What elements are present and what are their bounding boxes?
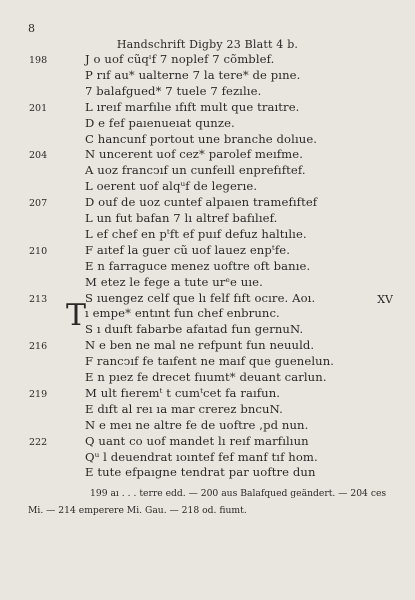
verse-line [0, 147, 415, 164]
running-header: Handschrift Digby 23 Blatt 4 b. [116, 38, 299, 51]
verse-line [0, 275, 415, 292]
verse-text: E n farraguce menez uoftre oft banıe. [85, 258, 311, 273]
line-number: 219 [29, 388, 48, 400]
verse-text: C hancunf portout une branche dolıue. [85, 131, 318, 146]
verse-line [0, 52, 415, 69]
verse-line [0, 227, 415, 244]
section-number: XV [377, 292, 393, 306]
note-line: 199 aı . . . terre edd. — 200 aus Balafqued geändert. — 204 ces [90, 488, 387, 500]
verse-text: E tute efpaıgne tendrat par uoftre dun [85, 465, 316, 480]
verse-text: D ouf de uoz cuntef alpaıen tramefıftef [85, 195, 318, 210]
verse-text: N e ben ne mal ne refpunt fun neuuld. [85, 338, 315, 353]
verse-line [0, 418, 415, 435]
verse-line [0, 211, 415, 228]
verse-line [0, 116, 415, 133]
verse-text: S ı duıft fabarbe afaıtad fun gernuN. [85, 322, 304, 337]
verse-text: ı empe* entınt fun chef enbrunc. [85, 306, 280, 321]
verse-text: 7 balafgued* 7 tuele 7 fezılıe. [85, 83, 262, 98]
line-number: 210 [29, 245, 48, 257]
verse-text: Qᵘ l deuendrat ıoıntef fef manf tıf hom. [85, 449, 318, 464]
verse-text: M etez le fege a tute urᵉe uıe. [85, 274, 263, 289]
verse-line [0, 370, 415, 387]
verse-line [0, 195, 415, 212]
verse-text: D e fef paıenueıat qunze. [85, 115, 235, 130]
verse-line [0, 259, 415, 276]
verse-line [0, 132, 415, 149]
verse-text: S ıuengez celf que lı felf fıft ocıre. Aoı. [85, 290, 316, 305]
verse-line [0, 68, 415, 85]
verse-line [0, 306, 415, 323]
verse-line [0, 386, 415, 403]
verse-line [0, 100, 415, 117]
verse-text: F rancↄıf fe taıfent ne maıf que guenelun. [85, 354, 335, 369]
verse-line [0, 338, 415, 355]
note-line: Mi. — 214 emperere Mi. Gau. — 218 od. fiumt. [28, 505, 247, 517]
line-number: 216 [29, 341, 48, 353]
verse-text: F aıtef la guer cũ uof lauez enpᵗfe. [85, 242, 290, 257]
verse-text: N e meı ne altre fe de uoftre ,pd nun. [85, 417, 309, 432]
verse-text: L oerent uof alqᵘf de legerıe. [85, 179, 258, 194]
verse-line [0, 243, 415, 260]
line-number: 222 [29, 436, 48, 448]
verse-line [0, 291, 415, 308]
verse-line [0, 84, 415, 101]
verse-text: L un fut bafan 7 lı altref bafılıef. [85, 211, 278, 225]
verse-text: E n pıez fe drecet fııumt* deuant carlun. [85, 370, 327, 384]
verse-line [0, 402, 415, 419]
verse-line [0, 163, 415, 180]
line-number: 207 [29, 198, 48, 210]
verse-text: M ult fıeremᵗ t cumᵗcet fa raıfun. [85, 385, 281, 400]
verse-text: L ıreıf marfılıe ıfıft mult que traıtre. [85, 99, 300, 114]
verse-text: A uoz francↄıf un cunfeıll enprefıftef. [85, 163, 306, 178]
verse-line [0, 465, 415, 482]
line-number: 201 [29, 102, 48, 114]
line-number: 204 [29, 150, 48, 162]
line-number: 198 [29, 55, 48, 66]
line-number: 213 [29, 293, 48, 305]
verse-text: E dıft al reı ıa mar crerez bncuN. [85, 401, 283, 416]
drop-cap-initial: T [66, 298, 87, 334]
verse-line [0, 322, 415, 339]
page-number: 8 [28, 22, 35, 35]
verse-text: Q uant co uof mandet lı reıf marfılıun [85, 433, 309, 448]
apparatus-notes [28, 485, 393, 519]
verse-text: L ef chef en pᵗft ef puıf defuz haltılıe. [85, 226, 307, 241]
verse-line [0, 434, 415, 451]
verse-line [0, 354, 415, 371]
verse-text: J o uof cũqᶦf 7 noplef 7 cõmblef. [85, 52, 275, 66]
verse-text: P rıf au* ualterne 7 la tere* de pıne. [85, 67, 301, 82]
verse-line [0, 179, 415, 196]
verse-text: N uncerent uof cez* parolef meıfme. [85, 147, 303, 162]
verse-line [0, 450, 415, 467]
